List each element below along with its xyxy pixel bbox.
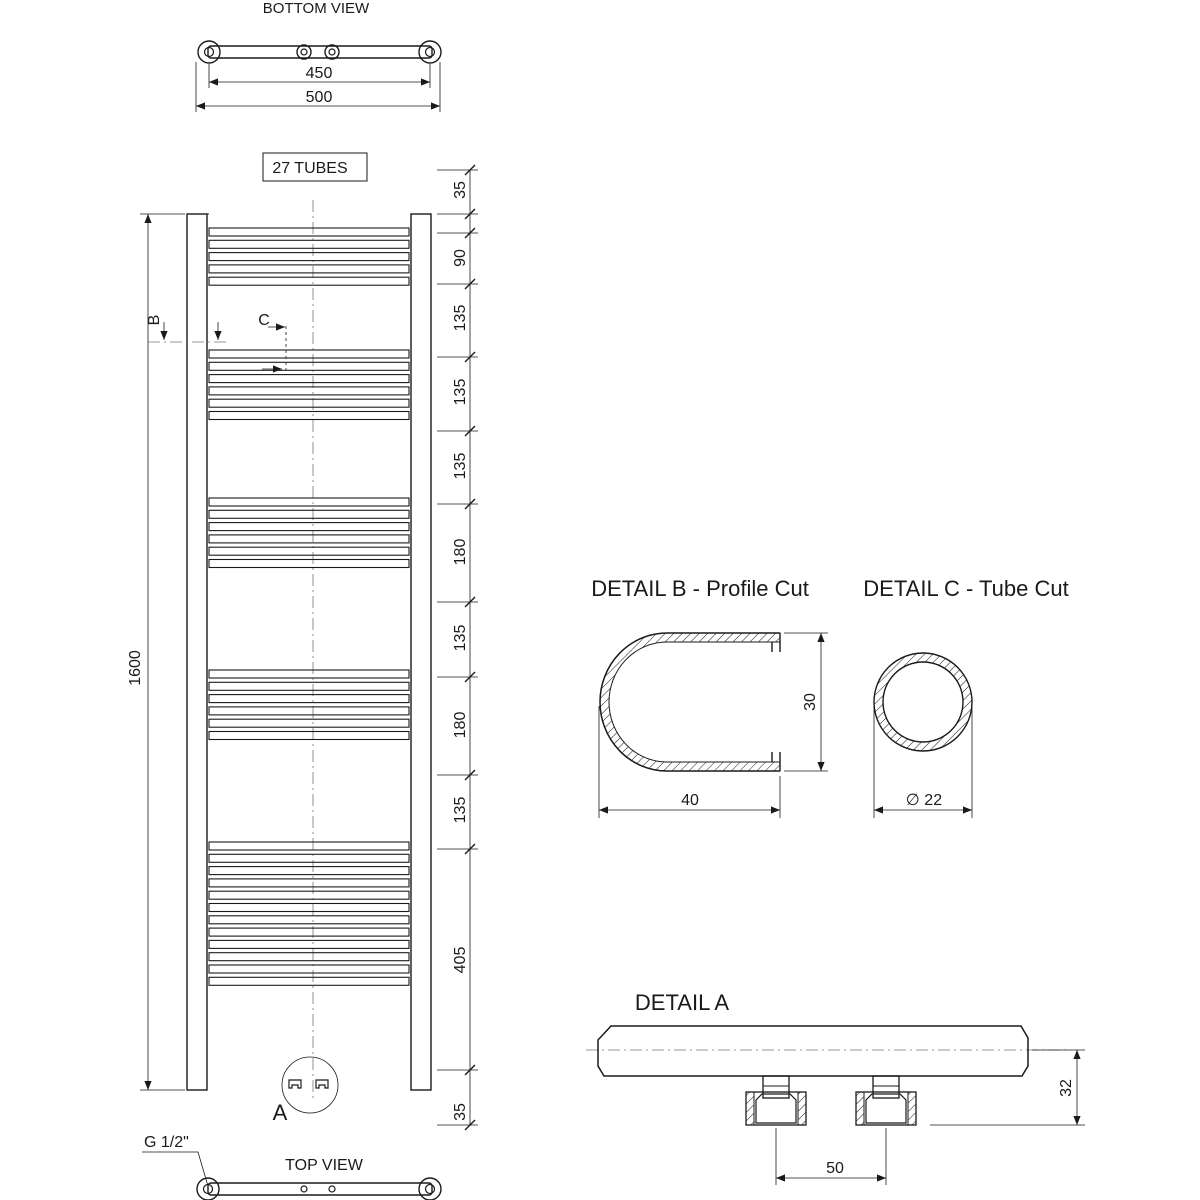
valve-left <box>289 1080 301 1088</box>
bottom-view-end-right <box>419 41 441 63</box>
dim-segment-label: 180 <box>452 538 469 566</box>
dim-segment-label: 135 <box>452 452 469 480</box>
connection-label: G 1/2" <box>144 1134 189 1151</box>
tube <box>209 547 409 555</box>
dim-40-label: 40 <box>681 792 699 809</box>
dim-450-label: 450 <box>305 65 333 82</box>
tube <box>209 387 409 395</box>
dim-segment-label: 35 <box>452 181 469 199</box>
tube <box>209 879 409 887</box>
bottom-view-end-left-hole <box>205 48 214 57</box>
bottom-view-valve-right-core <box>329 49 335 55</box>
detail-b-title: DETAIL B - Profile Cut <box>591 576 809 601</box>
profile-wall <box>600 633 780 771</box>
tube <box>209 842 409 850</box>
tube <box>209 916 409 924</box>
dim-1600-label: 1600 <box>127 650 144 686</box>
detail-a-marker: A <box>272 1100 288 1125</box>
tube <box>209 707 409 715</box>
tube <box>209 523 409 531</box>
section-b-marker: B <box>146 314 163 326</box>
bottom-view-bar <box>208 46 432 58</box>
tube <box>209 399 409 407</box>
tube <box>209 362 409 370</box>
tube <box>209 535 409 543</box>
tube <box>209 719 409 727</box>
tube <box>209 953 409 961</box>
dim-50-label: 50 <box>826 1160 844 1177</box>
tube <box>209 240 409 248</box>
tube <box>209 412 409 420</box>
tube <box>209 928 409 936</box>
top-view-valve-right <box>329 1186 335 1192</box>
tube <box>209 265 409 273</box>
tube <box>209 228 409 236</box>
top-view <box>142 1134 441 1200</box>
top-view-bar <box>208 1183 432 1195</box>
bottom-view-title: BOTTOM VIEW <box>262 0 370 17</box>
bottom-view <box>196 0 441 112</box>
fitting-left <box>746 1076 806 1125</box>
dim-segment-label: 135 <box>452 378 469 406</box>
dim-500-label: 500 <box>305 89 333 106</box>
dim-segment-label: 35 <box>452 1103 469 1121</box>
tube-group <box>209 228 409 985</box>
valve-right <box>316 1080 328 1088</box>
fitting-right <box>856 1076 916 1125</box>
tube <box>209 350 409 358</box>
tube <box>209 695 409 703</box>
bottom-view-valve-left <box>297 45 311 59</box>
detail-c <box>863 576 1068 818</box>
dim-segment-label: 135 <box>452 624 469 652</box>
detail-a-title: DETAIL A <box>634 990 730 1015</box>
bottom-view-valve-left-core <box>301 49 307 55</box>
tube <box>209 682 409 690</box>
dim-segment-label: 180 <box>452 711 469 739</box>
top-view-title: TOP VIEW <box>285 1157 363 1174</box>
dim-30-label: 30 <box>802 693 819 711</box>
detail-a-rail <box>598 1026 1028 1076</box>
top-view-end-right <box>419 1178 441 1200</box>
detail-c-title: DETAIL C - Tube Cut <box>863 576 1069 601</box>
bottom-view-end-right-hole <box>426 48 435 57</box>
tube <box>209 670 409 678</box>
section-c-marker: C <box>258 312 270 329</box>
right-rail <box>411 214 431 1090</box>
tube <box>209 510 409 518</box>
tube <box>209 891 409 899</box>
tube <box>209 732 409 740</box>
detail-a <box>586 990 1085 1185</box>
bottom-view-valve-right <box>325 45 339 59</box>
tube <box>209 965 409 973</box>
front-view <box>127 153 478 1130</box>
tube <box>209 560 409 568</box>
tube <box>209 940 409 948</box>
tube <box>209 867 409 875</box>
dim-segment-label: 135 <box>452 304 469 332</box>
dim-segment-label: 90 <box>452 249 469 267</box>
left-rail <box>187 214 207 1090</box>
dim-22-label: ∅ 22 <box>905 792 943 809</box>
tube <box>209 977 409 985</box>
tube <box>209 253 409 261</box>
top-view-valve-left <box>301 1186 307 1192</box>
detail-b <box>591 576 828 818</box>
dim-32-label: 32 <box>1058 1079 1075 1097</box>
detail-a-circle <box>282 1057 338 1113</box>
tube <box>209 375 409 383</box>
tube-wall <box>874 653 972 751</box>
tube-count-label: 27 TUBES <box>272 160 348 177</box>
bottom-view-end-left <box>198 41 220 63</box>
top-view-end-right-hole <box>426 1185 435 1194</box>
tube <box>209 498 409 506</box>
dim-segment-label: 405 <box>452 946 469 974</box>
tube <box>209 277 409 285</box>
dim-segment-label: 135 <box>452 796 469 824</box>
tube <box>209 854 409 862</box>
right-dims <box>437 165 478 1130</box>
tube <box>209 904 409 912</box>
